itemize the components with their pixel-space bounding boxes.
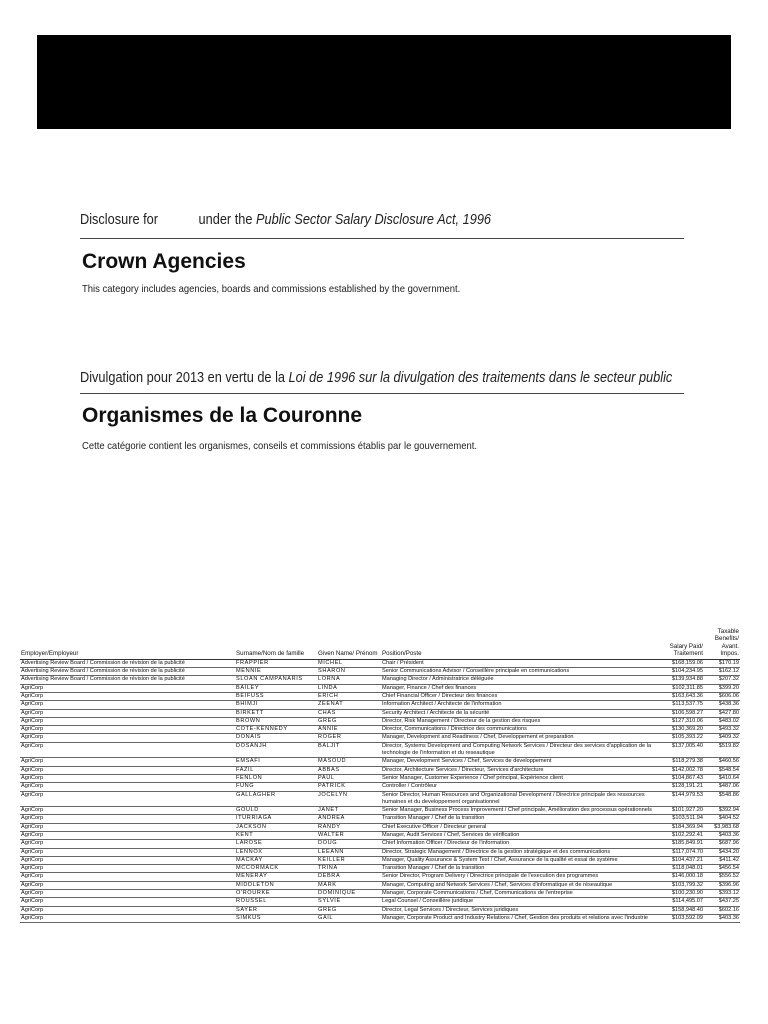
surname-cell: O'ROURKE (235, 890, 317, 898)
surname-cell: BHIMJI (235, 701, 317, 709)
salary-cell: $104,234.95 (659, 668, 704, 676)
surname-cell: MACKAY (235, 856, 317, 864)
employer-cell: AgriCorp (20, 914, 235, 922)
given-name-cell: MASOUD (317, 758, 381, 766)
table-row (20, 890, 740, 898)
given-name-cell: DOMINIQUE (317, 890, 381, 898)
position-cell: Chair / Président (381, 659, 659, 667)
given-name-cell: ANDREA (317, 815, 381, 823)
position-cell: Controller / Contrôleur (381, 783, 659, 791)
table-row (20, 873, 740, 881)
employer-cell: AgriCorp (20, 848, 235, 856)
benefits-cell: $393.12 (704, 890, 740, 898)
given-name-cell: LINDA (317, 684, 381, 692)
table-row (20, 726, 740, 734)
salary-cell: $114,495.07 (659, 898, 704, 906)
position-cell: Legal Counsel / Conseillère juridique (381, 898, 659, 906)
salary-cell: $144,979.53 (659, 791, 704, 807)
table-row (20, 742, 740, 758)
benefits-cell: $434.20 (704, 848, 740, 856)
salary-table (20, 628, 740, 923)
given-name-cell: ZEENAT (317, 701, 381, 709)
employer-cell: AgriCorp (20, 758, 235, 766)
benefits-cell: $548.86 (704, 791, 740, 807)
position-cell: Manager, Corporate Product and Industry Relations / Chef, Gestion des produits et relations avec l'industrie (381, 914, 659, 922)
given-name-cell: RANDY (317, 823, 381, 831)
given-name-cell: PAUL (317, 774, 381, 782)
surname-cell: FENLON (235, 774, 317, 782)
given-name-cell: SYLVIE (317, 898, 381, 906)
surname-cell: FAZIL (235, 766, 317, 774)
given-name-cell: WALTER (317, 831, 381, 839)
benefits-cell: $483.02 (704, 717, 740, 725)
salary-cell: $118,048.01 (659, 865, 704, 873)
given-name-cell: DOUG (317, 840, 381, 848)
table-row (20, 898, 740, 906)
benefits-cell: $427.80 (704, 709, 740, 717)
position-cell: Director, Architecture Services / Directeur, Services d'architecture (381, 766, 659, 774)
table-row (20, 823, 740, 831)
benefits-cell: $460.56 (704, 758, 740, 766)
surname-cell: BIRKETT (235, 709, 317, 717)
given-name-cell: ROGER (317, 734, 381, 742)
employer-cell: Advertising Review Board / Commission de révision de la publicité (20, 668, 235, 676)
salary-cell: $103,592.09 (659, 914, 704, 922)
employer-cell: AgriCorp (20, 774, 235, 782)
benefits-cell: $487.06 (704, 783, 740, 791)
benefits-cell: $410.64 (704, 774, 740, 782)
position-cell: Manager, Development and Readiness / Chef, Developpement et preparation (381, 734, 659, 742)
given-name-cell: GREG (317, 717, 381, 725)
position-cell: Manager, Corporate Communications / Chef, Communications de l'entreprise (381, 890, 659, 898)
salary-cell: $118,279.38 (659, 758, 704, 766)
employer-cell: AgriCorp (20, 856, 235, 864)
benefits-cell: $409.32 (704, 734, 740, 742)
english-disclosure-line (80, 212, 491, 228)
table-row (20, 734, 740, 742)
french-disclosure-line (80, 370, 672, 386)
given-name-cell: KEILLER (317, 856, 381, 864)
disclosure-prefix: Disclosure for (80, 212, 159, 228)
table-row (20, 815, 740, 823)
employer-cell: AgriCorp (20, 709, 235, 717)
salary-cell: $137,005.40 (659, 742, 704, 758)
surname-cell: EMSAFI (235, 758, 317, 766)
position-cell: Senior Manager, Customer Experience / Chef principal, Expérience client (381, 774, 659, 782)
disclosure-prefix-fr: Divulgation pour 2013 en vertu de la (80, 370, 286, 386)
surname-cell: MENNIE (235, 668, 317, 676)
given-name-cell: PATRICK (317, 783, 381, 791)
disclosure-mid: under the (198, 212, 253, 228)
benefits-cell: $3,983.68 (704, 823, 740, 831)
benefits-cell: $456.54 (704, 865, 740, 873)
given-name-cell: JOCELYN (317, 791, 381, 807)
surname-cell: MIDDLETON (235, 881, 317, 889)
given-name-cell: JANET (317, 807, 381, 815)
position-cell: Senior Director, Program Delivery / Directrice principale de l'execution des programmes (381, 873, 659, 881)
table-row (20, 791, 740, 807)
salary-cell: $142,002.78 (659, 766, 704, 774)
given-name-cell: ABBAS (317, 766, 381, 774)
surname-cell: GOULD (235, 807, 317, 815)
act-name-fr: Loi de 1996 sur la divulgation des traitements dans le secteur public (288, 370, 673, 386)
employer-cell: AgriCorp (20, 726, 235, 734)
header-banner (37, 35, 731, 129)
benefits-cell: $411.42 (704, 856, 740, 864)
surname-cell: LENNOX (235, 848, 317, 856)
table-row (20, 783, 740, 791)
table-row (20, 717, 740, 725)
surname-cell: DOSANJH (235, 742, 317, 758)
salary-cell: $106,598.27 (659, 709, 704, 717)
position-cell: Transition Manager / Chef de la transition (381, 865, 659, 873)
given-name-cell: GAIL (317, 914, 381, 922)
table-row (20, 831, 740, 839)
position-cell: Senior Communications Advisor / Conseillère principale en communications (381, 668, 659, 676)
surname-cell: LAROSE (235, 840, 317, 848)
table-row (20, 709, 740, 717)
surname-cell: FUNG (235, 783, 317, 791)
salary-cell: $103,799.32 (659, 881, 704, 889)
table-row (20, 807, 740, 815)
table-row (20, 865, 740, 873)
position-cell: Director, Communications / Directrice des communications (381, 726, 659, 734)
salary-table-container (20, 628, 740, 923)
position-cell: Manager, Computing and Network Services / Chef, Services d'informatique et de réseautique (381, 881, 659, 889)
benefits-cell: $403.36 (704, 831, 740, 839)
benefits-cell: $403.36 (704, 914, 740, 922)
employer-cell: AgriCorp (20, 831, 235, 839)
salary-cell: $158,948.40 (659, 906, 704, 914)
salary-cell: $105,393.22 (659, 734, 704, 742)
surname-cell: SAYER (235, 906, 317, 914)
benefits-cell: $396.96 (704, 881, 740, 889)
position-cell: Chief Financial Officer / Directeur des finances (381, 692, 659, 700)
salary-cell: $103,511.94 (659, 815, 704, 823)
category-title-fr: Organismes de la Couronne (82, 404, 363, 427)
given-name-cell: BALJIT (317, 742, 381, 758)
surname-cell: BROWN (235, 717, 317, 725)
category-description-en: This category includes agencies, boards and commissions established by the government. (82, 283, 461, 295)
salary-cell: $100,230.90 (659, 890, 704, 898)
employer-cell: AgriCorp (20, 890, 235, 898)
given-name-cell: ANNIE (317, 726, 381, 734)
employer-cell: AgriCorp (20, 783, 235, 791)
employer-cell: AgriCorp (20, 734, 235, 742)
header-given-name: Given Name/ Prénom (317, 628, 381, 659)
given-name-cell: GREG (317, 906, 381, 914)
table-header-row (20, 628, 740, 659)
table-row (20, 774, 740, 782)
table-row (20, 856, 740, 864)
salary-cell: $163,643.36 (659, 692, 704, 700)
act-name: Public Sector Salary Disclosure Act, (256, 212, 460, 228)
given-name-cell: ERICH (317, 692, 381, 700)
employer-cell: AgriCorp (20, 791, 235, 807)
position-cell: Security Architect / Architecte de la sécurité (381, 709, 659, 717)
surname-cell: KENT (235, 831, 317, 839)
surname-cell: SLOAN CAMPANARIS (235, 676, 317, 684)
position-cell: Manager, Development Services / Chef, Services de developpement (381, 758, 659, 766)
table-row (20, 676, 740, 684)
employer-cell: AgriCorp (20, 807, 235, 815)
position-cell: Director, Systems Development and Computing Network Services / Directeur des services d'application de la technologie de l'information et du reseautique (381, 742, 659, 758)
given-name-cell: MICHEL (317, 659, 381, 667)
given-name-cell: DEBRA (317, 873, 381, 881)
salary-cell: $113,537.75 (659, 701, 704, 709)
position-cell: Manager, Quality Assurance & System Test / Chef, Assurance de la qualité et essai de système (381, 856, 659, 864)
salary-cell: $104,867.43 (659, 774, 704, 782)
position-cell: Manager, Finance / Chef des finances (381, 684, 659, 692)
salary-cell: $139,934.88 (659, 676, 704, 684)
benefits-cell: $548.54 (704, 766, 740, 774)
surname-cell: SIMKUS (235, 914, 317, 922)
employer-cell: AgriCorp (20, 898, 235, 906)
salary-cell: $185,849.91 (659, 840, 704, 848)
given-name-cell: CHAS (317, 709, 381, 717)
position-cell: Chief Information Officer / Directeur de l'information (381, 840, 659, 848)
benefits-cell: $438.36 (704, 701, 740, 709)
surname-cell: BAILEY (235, 684, 317, 692)
table-row (20, 840, 740, 848)
divider (80, 238, 684, 239)
header-employer: Employer/Employeur (20, 628, 235, 659)
salary-cell: $130,369.20 (659, 726, 704, 734)
surname-cell: MENERAY (235, 873, 317, 881)
position-cell: Chief Executive Officer / Directeur general (381, 823, 659, 831)
position-cell: Director, Strategic Management / Directrice de la gestion stratégique et des communications (381, 848, 659, 856)
act-year: 1996 (462, 212, 492, 228)
employer-cell: AgriCorp (20, 701, 235, 709)
given-name-cell: MARK (317, 881, 381, 889)
benefits-cell: $602.16 (704, 906, 740, 914)
table-row (20, 701, 740, 709)
table-row (20, 906, 740, 914)
surname-cell: FRAPPIER (235, 659, 317, 667)
salary-cell: $128,191.21 (659, 783, 704, 791)
table-row (20, 848, 740, 856)
table-row (20, 668, 740, 676)
salary-cell: $168,159.06 (659, 659, 704, 667)
given-name-cell: SHARON (317, 668, 381, 676)
table-row (20, 766, 740, 774)
employer-cell: AgriCorp (20, 684, 235, 692)
table-row (20, 881, 740, 889)
salary-cell: $101,927.20 (659, 807, 704, 815)
position-cell: Senior Manager, Business Process Improvement / Chef principale, Amélioration des processus opérationnels (381, 807, 659, 815)
position-cell: Director, Risk Management / Directeur de la gestion des risques (381, 717, 659, 725)
table-row (20, 692, 740, 700)
given-name-cell: LORNA (317, 676, 381, 684)
position-cell: Transition Manager / Chef de la transition (381, 815, 659, 823)
benefits-cell: $687.96 (704, 840, 740, 848)
benefits-cell: $493.32 (704, 726, 740, 734)
header-surname: Surname/Nom de famille (235, 628, 317, 659)
salary-cell: $117,074.70 (659, 848, 704, 856)
salary-cell: $104,437.21 (659, 856, 704, 864)
surname-cell: GALLAGHER (235, 791, 317, 807)
employer-cell: AgriCorp (20, 823, 235, 831)
category-title-en: Crown Agencies (82, 250, 246, 273)
employer-cell: Advertising Review Board / Commission de révision de la publicité (20, 676, 235, 684)
salary-cell: $184,369.94 (659, 823, 704, 831)
benefits-cell: $437.25 (704, 898, 740, 906)
salary-cell: $102,311.85 (659, 684, 704, 692)
salary-cell: $102,292.41 (659, 831, 704, 839)
employer-cell: AgriCorp (20, 840, 235, 848)
header-salary: Salary Paid/ Traitement (659, 628, 704, 659)
employer-cell: AgriCorp (20, 873, 235, 881)
employer-cell: AgriCorp (20, 815, 235, 823)
position-cell: Managing Director / Administratrice déléguée (381, 676, 659, 684)
employer-cell: Advertising Review Board / Commission de révision de la publicité (20, 659, 235, 667)
benefits-cell: $207.32 (704, 676, 740, 684)
benefits-cell: $404.52 (704, 815, 740, 823)
benefits-cell: $162.12 (704, 668, 740, 676)
divider (80, 393, 684, 394)
position-cell: Senior Director, Human Resources and Organizational Development / Directrice principale des ressources humaines et du developpement organisationnel (381, 791, 659, 807)
benefits-cell: $556.52 (704, 873, 740, 881)
employer-cell: AgriCorp (20, 717, 235, 725)
table-row (20, 914, 740, 922)
employer-cell: AgriCorp (20, 881, 235, 889)
header-position: Position/Poste (381, 628, 659, 659)
table-row (20, 684, 740, 692)
surname-cell: MCCORMACK (235, 865, 317, 873)
benefits-cell: $399.20 (704, 684, 740, 692)
given-name-cell: LEEANN (317, 848, 381, 856)
employer-cell: AgriCorp (20, 692, 235, 700)
surname-cell: BEIFUSS (235, 692, 317, 700)
employer-cell: AgriCorp (20, 906, 235, 914)
given-name-cell: TRINA (317, 865, 381, 873)
employer-cell: AgriCorp (20, 865, 235, 873)
position-cell: Manager, Audit Services / Chef, Services de vérification (381, 831, 659, 839)
salary-cell: $127,310.06 (659, 717, 704, 725)
salary-cell: $146,000.18 (659, 873, 704, 881)
table-row (20, 758, 740, 766)
benefits-cell: $170.19 (704, 659, 740, 667)
position-cell: Information Architect / Architecte de l'information (381, 701, 659, 709)
surname-cell: JACKSON (235, 823, 317, 831)
header-benefits: Taxable Benefits/ Avant. Impos. (704, 628, 740, 659)
surname-cell: ITURRIAGA (235, 815, 317, 823)
table-row (20, 659, 740, 667)
position-cell: Director, Legal Services / Directeur, Services juridiques (381, 906, 659, 914)
benefits-cell: $519.82 (704, 742, 740, 758)
surname-cell: ROUSSEL (235, 898, 317, 906)
benefits-cell: $606.06 (704, 692, 740, 700)
surname-cell: DONAIS (235, 734, 317, 742)
benefits-cell: $392.94 (704, 807, 740, 815)
surname-cell: COTE-KENNEDY (235, 726, 317, 734)
employer-cell: AgriCorp (20, 742, 235, 758)
employer-cell: AgriCorp (20, 766, 235, 774)
category-description-fr: Cette catégorie contient les organismes, conseils et commissions établis par le gouvernement. (82, 440, 478, 452)
